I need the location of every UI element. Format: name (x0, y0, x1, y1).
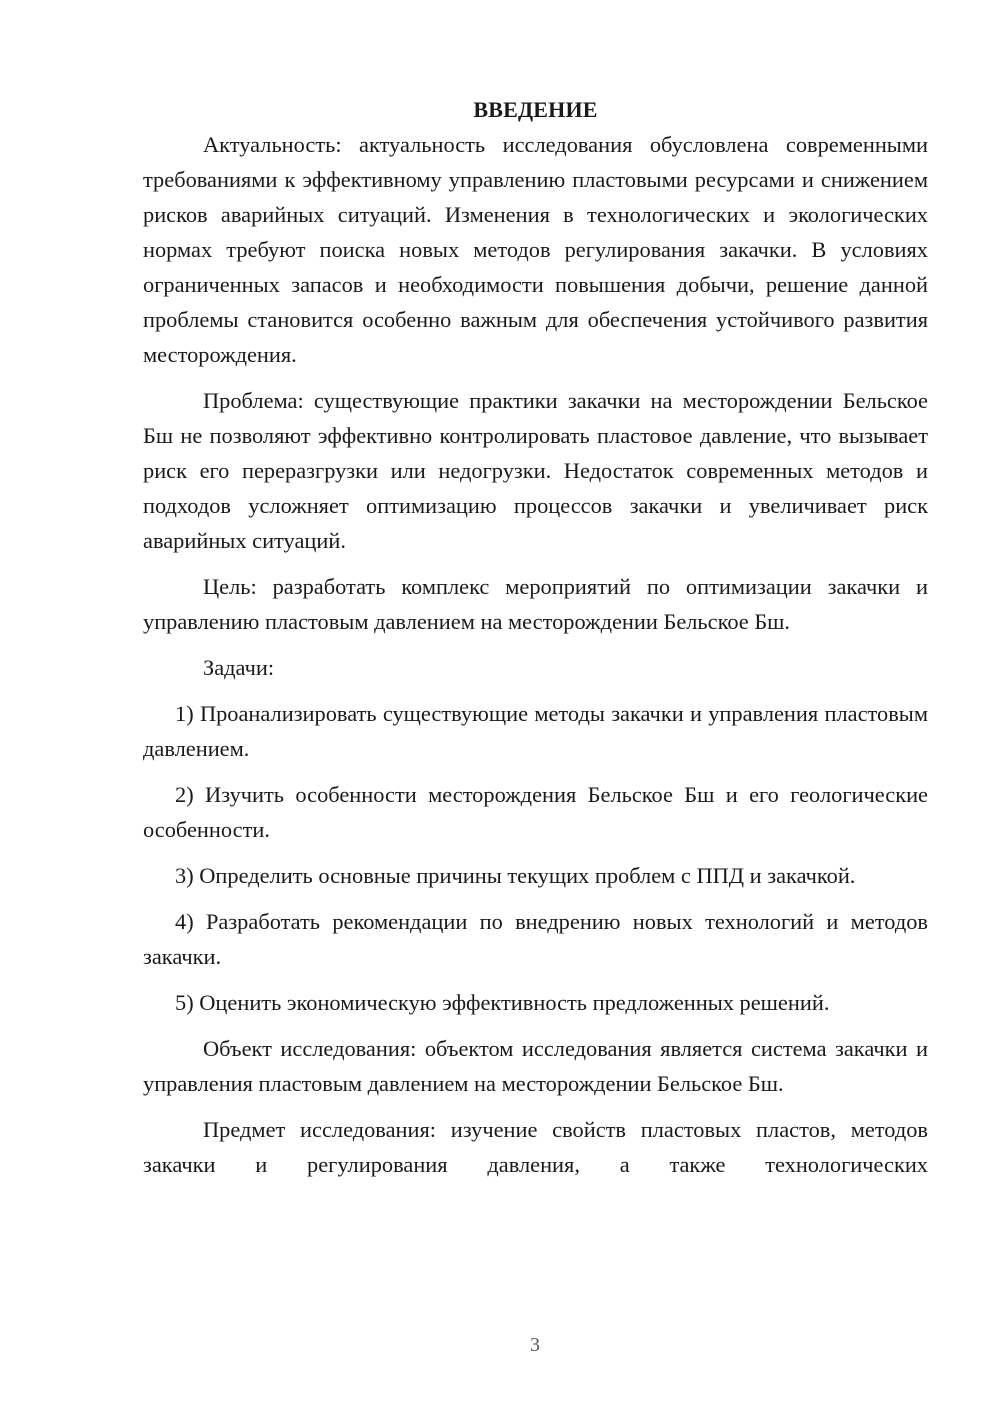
document-page (143, 92, 928, 1193)
paragraph-relevance: Актуальность: актуальность исследования обусловлена современными требованиями к эффективному управлению пластовыми ресурсами и снижением рисков аварийных ситуаций. Изменения в технологических и экологических нормах требуют поиска новых методов регулирования закачки. В условиях ограниченных запасов и необходимости повышения добычи, решение данной проблемы становится особенно важным для обеспечения устойчивого развития месторождения. (143, 132, 928, 367)
task-item-1: 1) Проанализировать существующие методы закачки и управления пластовым давлением. (143, 701, 928, 761)
paragraph-tasks-heading: Задачи: (203, 655, 275, 680)
paragraph-subject: Предмет исследования: изучение свойств пластовых пластов, методов закачки и регулирования давления, а также технологических (143, 1117, 928, 1177)
page-number: 3 (530, 1334, 540, 1356)
paragraph-goal: Цель: разработать комплекс мероприятий по оптимизации закачки и управлению пластовым давлением на месторождении Бельское Бш. (143, 574, 928, 634)
section-title: ВВЕДЕНИЕ (473, 97, 598, 122)
task-item-4: 4) Разработать рекомендации по внедрению новых технологий и методов закачки. (143, 909, 928, 969)
paragraph-object: Объект исследования: объектом исследования является система закачки и управления пластовым давлением на месторождении Бельское Бш. (143, 1036, 928, 1096)
task-item-3: 3) Определить основные причины текущих проблем с ППД и закачкой. (175, 863, 856, 888)
task-item-2: 2) Изучить особенности месторождения Бельское Бш и его геологические особенности. (143, 782, 928, 842)
task-item-5: 5) Оценить экономическую эффективность предложенных решений. (175, 990, 830, 1015)
paragraph-problem: Проблема: существующие практики закачки на месторождении Бельское Бш не позволяют эффективно контролировать пластовое давление, что вызывает риск его переразгрузки или недогрузки. Недостаток современных методов и подходов усложняет оптимизацию процессов закачки и увеличивает риск аварийных ситуаций. (143, 388, 928, 553)
